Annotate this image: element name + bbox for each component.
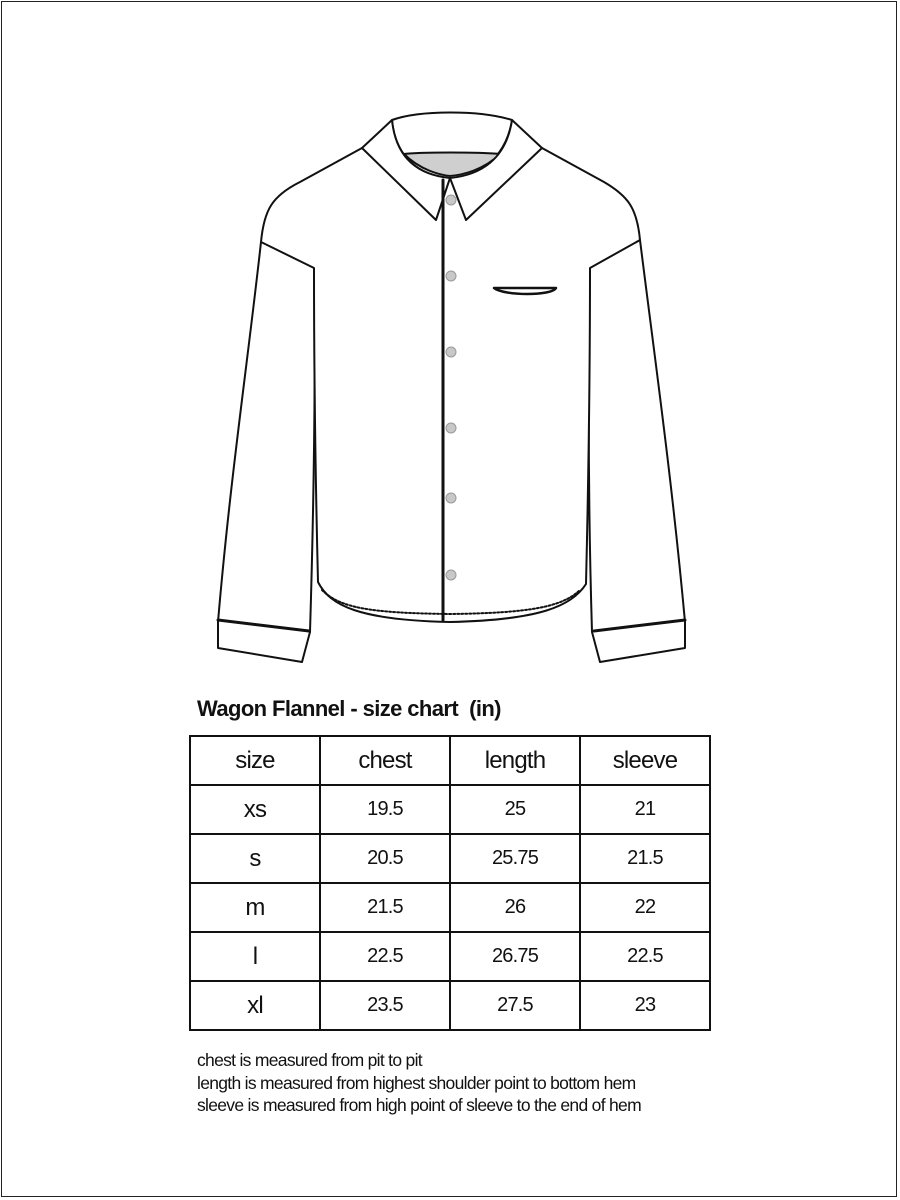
shirt-body bbox=[261, 148, 640, 622]
chest-cell: 19.5 bbox=[320, 785, 450, 834]
length-cell: 25.75 bbox=[450, 834, 580, 883]
size-chart-table bbox=[189, 735, 711, 1031]
sleeve-cell: 23 bbox=[580, 981, 710, 1030]
header-size: size bbox=[190, 736, 320, 785]
length-cell: 26.75 bbox=[450, 932, 580, 981]
note-sleeve: sleeve is measured from high point of sleeve to the end of hem bbox=[197, 1095, 641, 1115]
header-length: length bbox=[450, 736, 580, 785]
table-row bbox=[190, 883, 710, 932]
size-cell: xs bbox=[190, 785, 320, 834]
chest-cell: 21.5 bbox=[320, 883, 450, 932]
length-cell: 27.5 bbox=[450, 981, 580, 1030]
table-row bbox=[190, 785, 710, 834]
button-6 bbox=[446, 570, 456, 580]
length-cell: 26 bbox=[450, 883, 580, 932]
right-sleeve bbox=[589, 240, 685, 662]
sleeve-cell: 21 bbox=[580, 785, 710, 834]
header-sleeve: sleeve bbox=[580, 736, 710, 785]
sleeve-cell: 21.5 bbox=[580, 834, 710, 883]
button-5 bbox=[446, 493, 456, 503]
button-2 bbox=[446, 271, 456, 281]
length-cell: 25 bbox=[450, 785, 580, 834]
sleeve-cell: 22.5 bbox=[580, 932, 710, 981]
note-length: length is measured from highest shoulder point to bottom hem bbox=[197, 1072, 636, 1093]
button-1 bbox=[446, 195, 456, 205]
table-row bbox=[190, 981, 710, 1030]
chart-title: Wagon Flannel - size chart (in) bbox=[197, 696, 501, 721]
size-cell: s bbox=[190, 834, 320, 883]
left-sleeve bbox=[218, 242, 315, 662]
size-cell: m bbox=[190, 883, 320, 932]
button-3 bbox=[446, 347, 456, 357]
note-chest: chest is measured from pit to pit bbox=[197, 1050, 422, 1070]
chest-cell: 20.5 bbox=[320, 834, 450, 883]
table-row bbox=[190, 834, 710, 883]
button-4 bbox=[446, 423, 456, 433]
measurement-notes bbox=[197, 1049, 641, 1117]
table-row bbox=[190, 932, 710, 981]
size-cell: l bbox=[190, 932, 320, 981]
size-cell: xl bbox=[190, 981, 320, 1030]
sleeve-cell: 22 bbox=[580, 883, 710, 932]
chest-cell: 22.5 bbox=[320, 932, 450, 981]
header-chest: chest bbox=[320, 736, 450, 785]
chest-cell: 23.5 bbox=[320, 981, 450, 1030]
table-header-row bbox=[190, 736, 710, 785]
